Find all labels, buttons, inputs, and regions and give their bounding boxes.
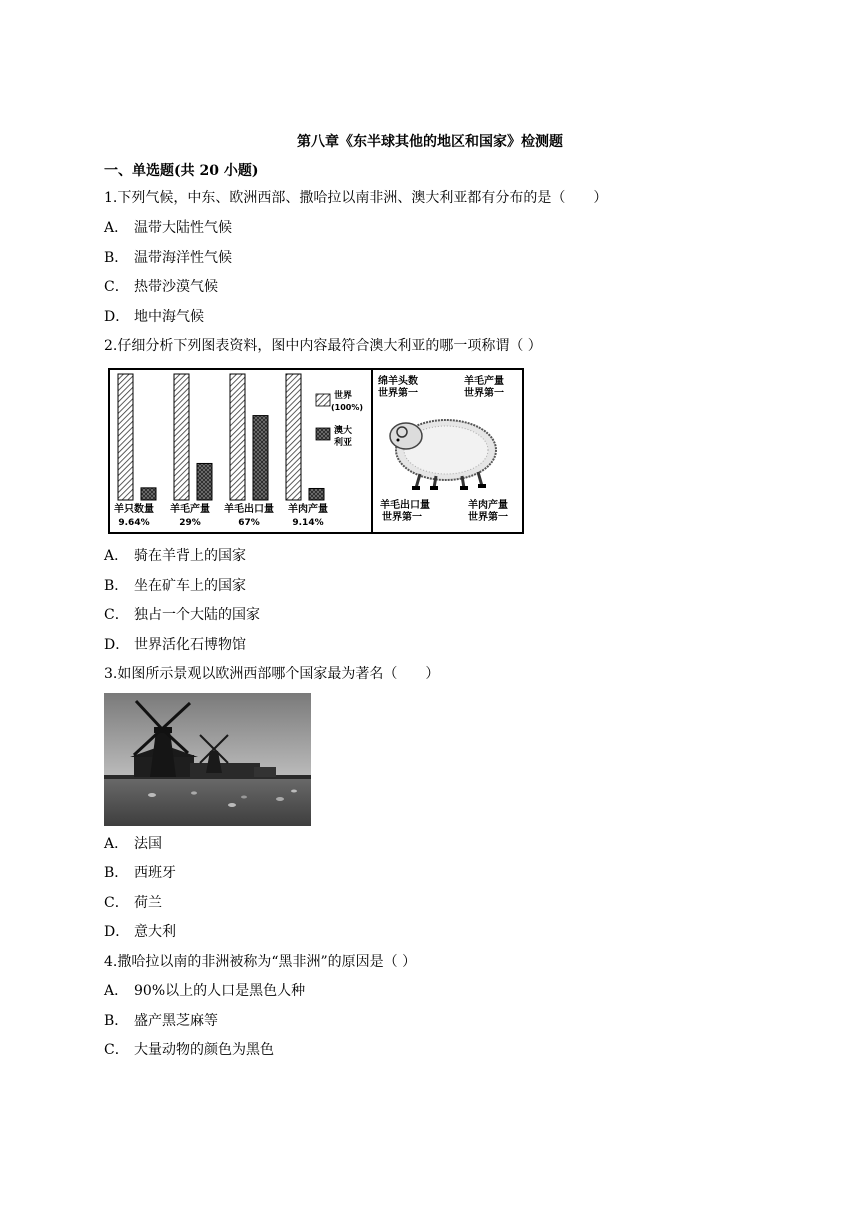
sheep-label-bl-1: 羊毛出口量: [380, 500, 430, 511]
option-text: 地中海气候: [134, 309, 204, 325]
bar-chart: [118, 374, 324, 500]
option-text: 热带沙漠气候: [134, 279, 218, 295]
question-3-stem: 3.如图所示景观以欧洲西部哪个国家最为著名（ ）: [104, 666, 440, 682]
legend-world-label: 世界: [334, 391, 353, 401]
sheep-label-tr-2: 世界第一: [464, 388, 504, 399]
option-text: 法国: [134, 836, 162, 852]
sheep-label-bl-2: 世界第一: [382, 512, 422, 523]
option-text: 大量动物的颜色为黑色: [134, 1042, 274, 1058]
australia-bar-1: [197, 463, 212, 500]
question-3-option-b[interactable]: [104, 864, 176, 882]
option-letter: A．: [104, 220, 129, 236]
question-2-figure: [108, 368, 524, 534]
option-text: 骑在羊背上的国家: [134, 548, 246, 564]
option-letter: B．: [104, 578, 129, 594]
option-text: 西班牙: [134, 865, 176, 881]
bar-pct-2: 67%: [238, 518, 260, 528]
sheep-illustration: [390, 420, 496, 490]
legend-aus-label-1: 澳大: [334, 426, 353, 436]
question-1-option-c[interactable]: [104, 278, 218, 296]
option-text: 意大利: [134, 924, 176, 940]
question-1-option-d[interactable]: [104, 308, 204, 326]
option-letter: C．: [104, 607, 129, 623]
bar-pct-1: 29%: [179, 518, 201, 528]
question-2-figure-svg: [110, 370, 522, 532]
windmill-photo: [104, 693, 311, 826]
world-bar-3: [286, 374, 301, 500]
question-2-option-c[interactable]: [104, 606, 260, 624]
option-letter: D．: [104, 637, 130, 653]
question-1-stem: 1.下列气候，中东、欧洲西部、撒哈拉以南非洲、澳大利亚都有分布的是（ ）: [104, 190, 608, 206]
bar-label-0: 羊只数量: [114, 504, 154, 515]
question-3-option-d[interactable]: [104, 923, 176, 941]
question-4-option-c[interactable]: [104, 1041, 274, 1059]
option-letter: B．: [104, 865, 129, 881]
section-heading: 一、单选题(共 20 小题): [104, 163, 259, 179]
legend-aus-label-2: 利亚: [334, 438, 353, 448]
option-letter: A．: [104, 983, 129, 999]
windmill-photo-svg: [104, 693, 311, 826]
question-1-option-a[interactable]: [104, 219, 232, 237]
option-text: 盛产黑芝麻等: [134, 1013, 218, 1029]
question-1-option-b[interactable]: [104, 249, 232, 267]
option-letter: A．: [104, 836, 129, 852]
question-4-option-a[interactable]: [104, 982, 305, 1000]
legend-world-swatch: [316, 394, 330, 406]
option-text: 坐在矿车上的国家: [134, 578, 246, 594]
sheep-label-tr-1: 羊毛产量: [464, 376, 504, 387]
bar-label-1: 羊毛产量: [170, 504, 210, 515]
bar-label-2: 羊毛出口量: [224, 504, 274, 515]
world-bar-1: [174, 374, 189, 500]
option-text: 90%以上的人口是黑色人种: [134, 983, 306, 999]
question-3-option-c[interactable]: [104, 894, 162, 912]
option-letter: A．: [104, 548, 129, 564]
bar-pct-0: 9.64%: [118, 518, 150, 528]
option-letter: C．: [104, 1042, 129, 1058]
question-4-option-b[interactable]: [104, 1012, 218, 1030]
option-text: 温带大陆性气候: [134, 220, 232, 236]
question-2-stem: 2.仔细分析下列图表资料，图中内容最符合澳大利亚的哪一项称谓（ ）: [104, 338, 542, 354]
sheep-label-tl-1: 绵羊头数: [378, 376, 418, 387]
sheep-label-br-1: 羊肉产量: [468, 500, 508, 511]
option-text: 荷兰: [134, 895, 162, 911]
world-bar-0: [118, 374, 133, 500]
world-bar-2: [230, 374, 245, 500]
sheep-label-tl-2: 世界第一: [378, 388, 418, 399]
question-2-option-d[interactable]: [104, 636, 246, 654]
option-text: 世界活化石博物馆: [134, 637, 246, 653]
option-text: 温带海洋性气候: [134, 250, 232, 266]
australia-bar-3: [309, 488, 324, 500]
option-letter: B．: [104, 250, 129, 266]
option-letter: D．: [104, 924, 130, 940]
question-2-option-a[interactable]: [104, 547, 246, 565]
question-2-option-b[interactable]: [104, 577, 246, 595]
bar-label-3: 羊肉产量: [288, 504, 328, 515]
australia-bar-2: [253, 416, 268, 500]
option-text: 独占一个大陆的国家: [134, 607, 260, 623]
option-letter: D．: [104, 309, 130, 325]
document-title: 第八章《东半球其他的地区和国家》检测题: [297, 134, 563, 150]
australia-bar-0: [141, 488, 156, 500]
sheep-label-br-2: 世界第一: [468, 512, 508, 523]
option-letter: C．: [104, 279, 129, 295]
option-letter: B．: [104, 1013, 129, 1029]
legend-aus-swatch: [316, 428, 330, 440]
option-letter: C．: [104, 895, 129, 911]
legend-world-pct: (100%): [331, 403, 364, 412]
bar-pct-3: 9.14%: [292, 518, 324, 528]
question-3-option-a[interactable]: [104, 835, 162, 853]
question-4-stem: 4.撒哈拉以南的非洲被称为“黑非洲”的原因是（ ）: [104, 954, 417, 970]
